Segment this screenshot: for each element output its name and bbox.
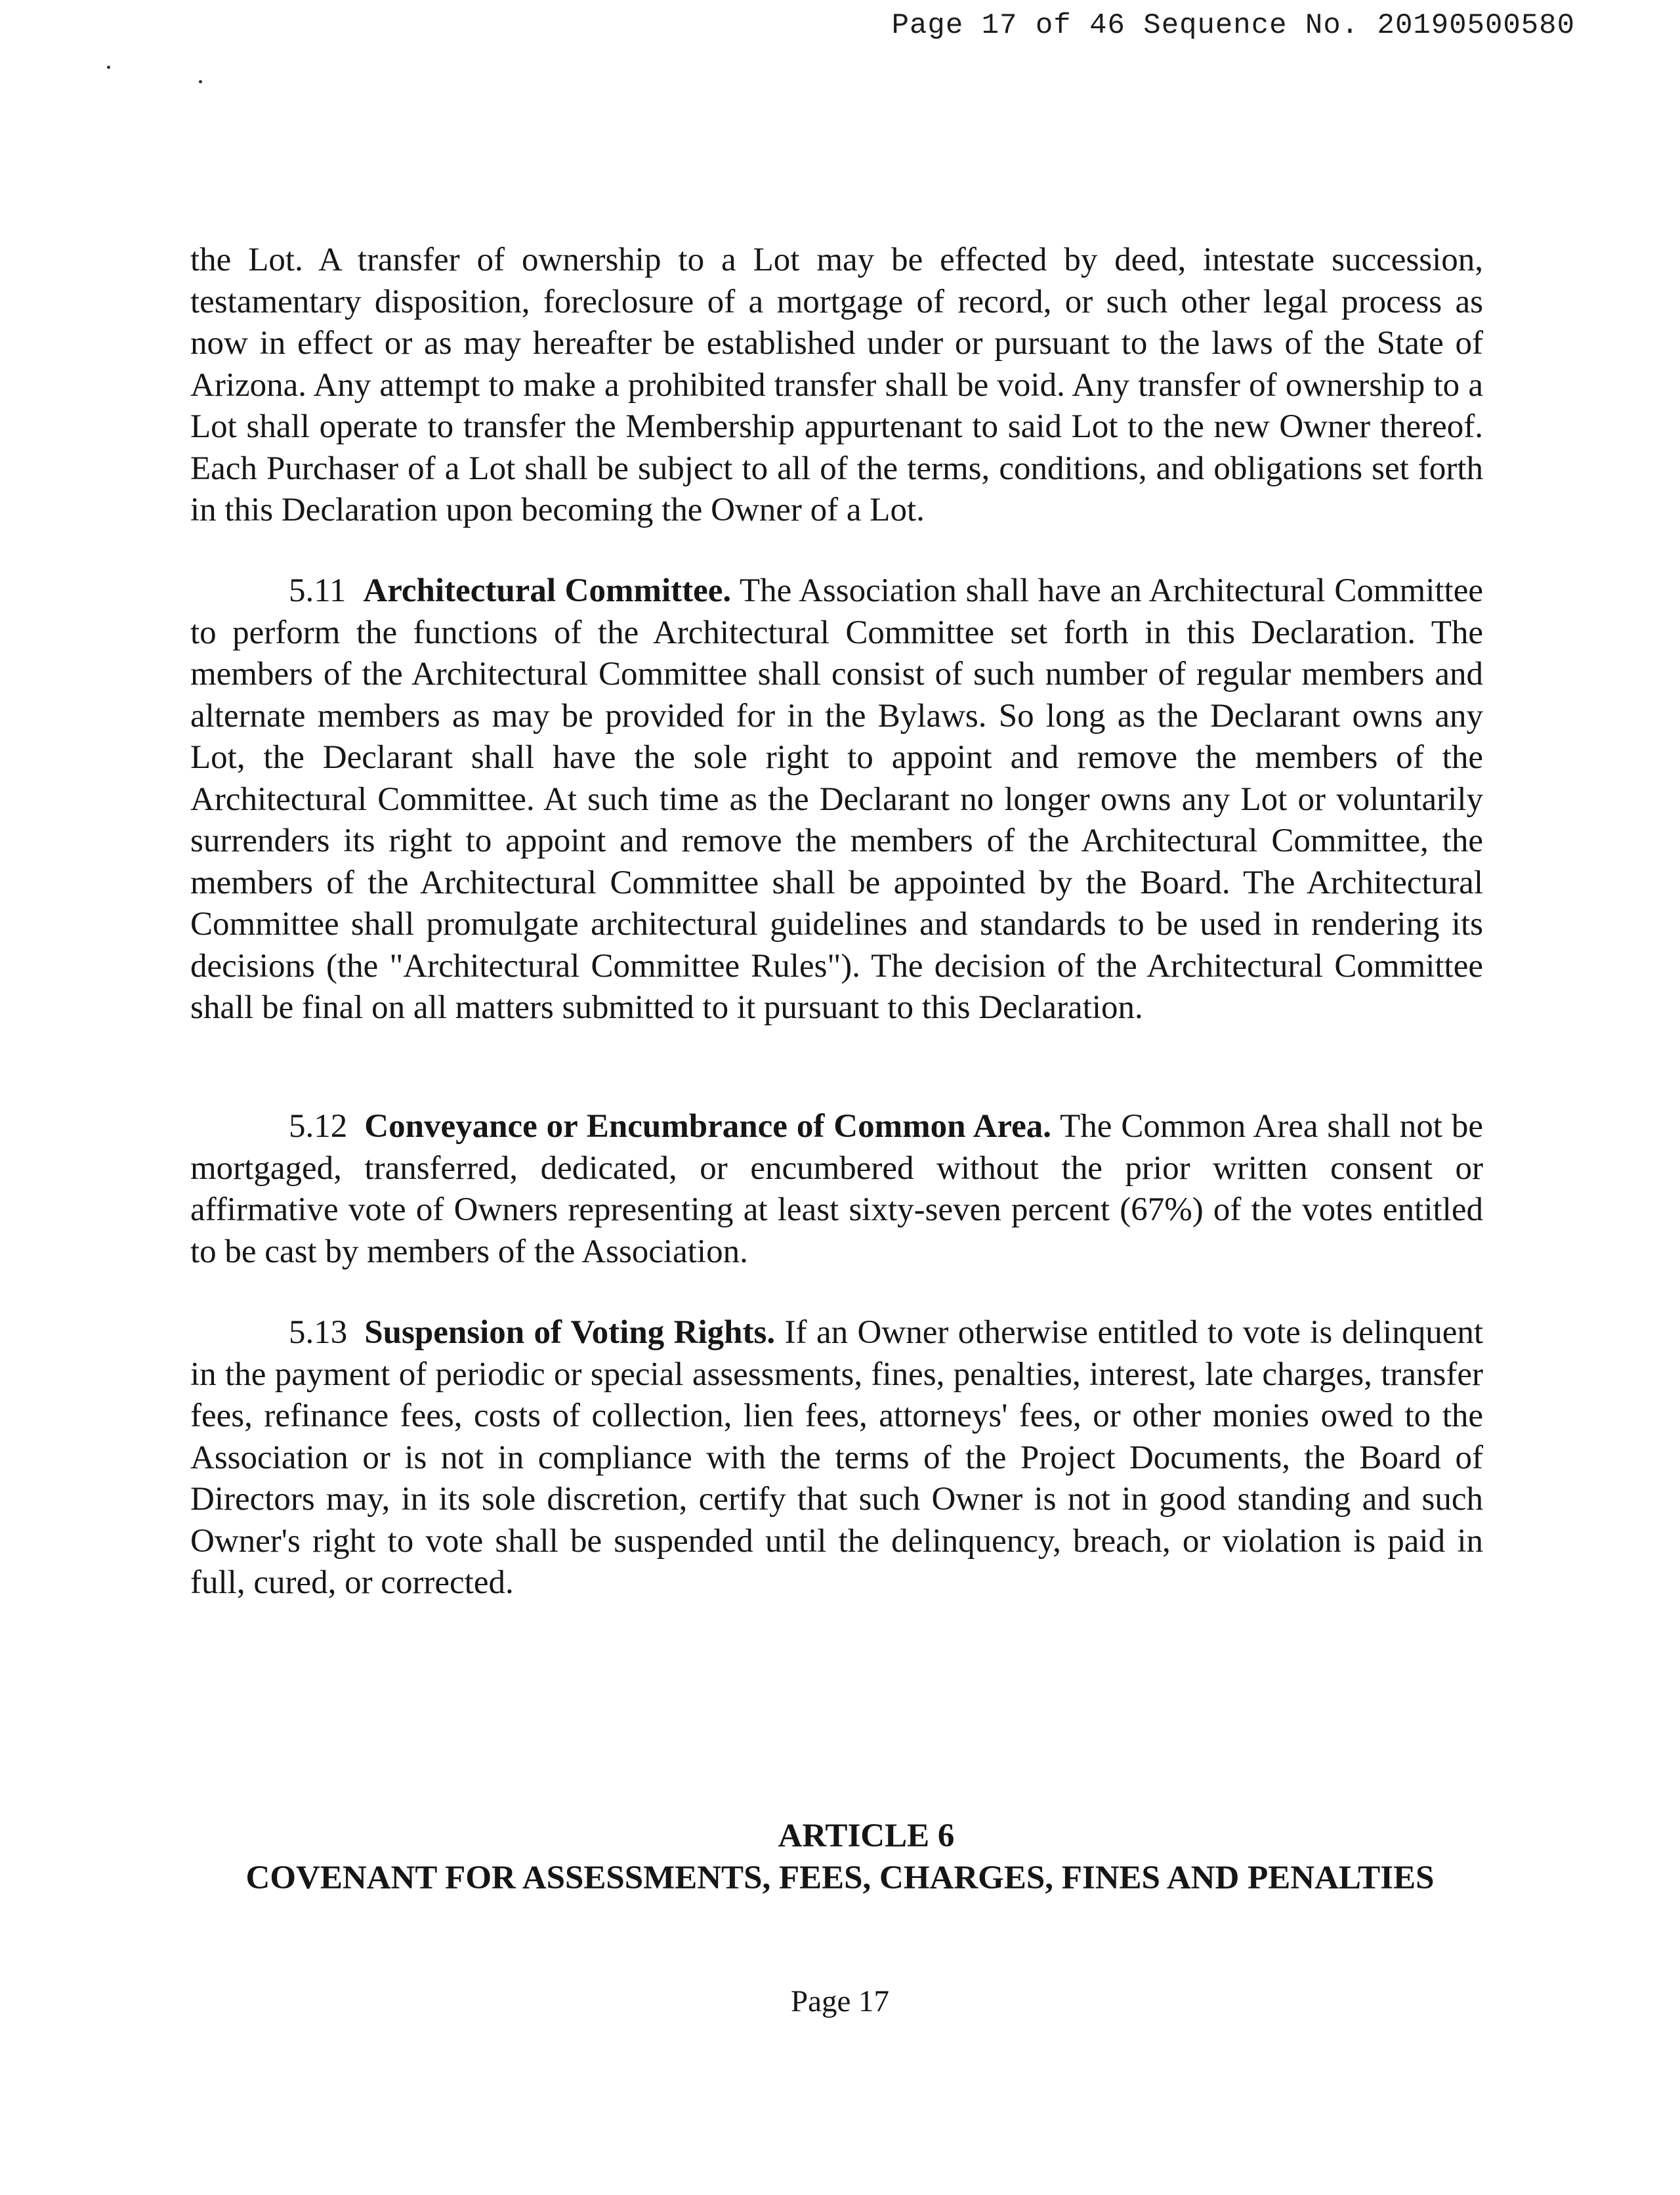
page-number: Page 17 xyxy=(790,1984,890,2018)
article-number: ARTICLE 6 xyxy=(778,1818,955,1854)
article-title: COVENANT FOR ASSESSMENTS, FEES, CHARGES, FINES AND PENALTIES xyxy=(245,1860,1435,1896)
section-text: The Association shall have an Architectural Committee to perform the functions of the Architectural Committee set forth in this Declaration. The members of the Architectural Committee shall consist of such number of regular members and alternate members as may be provided for in the Bylaws. So long as the Declarant owns any Lot, the Declarant shall have the sole right to appoint and remove the members of the Architectural Committee. At such time as the Declarant no longer owns any Lot or voluntarily surrenders its right to appoint and remove the members of the Architectural Committee, the members of the Architectural Committee shall be appointed by the Board. The Architectural Committee shall promulgate architectural guidelines and standards to be used in rendering its decisions (the "Architectural Committee Rules"). The decision of the Architectural Committee shall be final on all matters submitted to it pursuant to this Declaration. xyxy=(190,572,1483,1026)
section-text: The Common Area shall not be mortgaged, transferred, dedicated, or encumbered without the prior written consent or affirmative vote of Owners representing at least sixty-seven percent (67%) of the votes entitled to be cast by members of the Association. xyxy=(190,1108,1483,1270)
section-title: Architectural Committee. xyxy=(363,572,732,609)
recording-stamp: Page 17 of 46 Sequence No. 20190500580 xyxy=(891,9,1575,42)
scan-speck xyxy=(199,80,202,83)
section-5-12 xyxy=(190,1106,1483,1273)
continued-paragraph: the Lot. A transfer of ownership to a Lot may be effected by deed, intestate succession, testamentary disposition, foreclosure of a mortgage of record, or such other legal process as now in effect or as may hereafter be established under or pursuant to the laws of the State of Arizona. Any attempt to make a prohibited transfer shall be void. Any transfer of ownership to a Lot shall operate to transfer the Membership appurtenant to said Lot to the new Owner thereof. Each Purchaser of a Lot shall be subject to all of the terms, conditions, and obligations set forth in this Declaration upon becoming the Owner of a Lot. xyxy=(190,242,1483,528)
section-5-11 xyxy=(190,570,1483,1029)
section-title: Conveyance or Encumbrance of Common Area. xyxy=(364,1108,1052,1145)
section-number: 5.13 xyxy=(289,1314,348,1351)
section-number: 5.11 xyxy=(289,572,346,609)
scan-speck xyxy=(107,66,110,69)
section-number: 5.12 xyxy=(289,1108,348,1145)
section-5-13 xyxy=(190,1312,1483,1604)
section-text: If an Owner otherwise entitled to vote is delinquent in the payment of periodic or special assessments, fines, penalties, interest, late charges, transfer fees, refinance fees, costs of collection, lien fees, attorneys' fees, or other monies owed to the Association or is not in compliance with the terms of the Project Documents, the Board of Directors may, in its sole discretion, certify that such Owner is not in good standing and such Owner's right to vote shall be suspended until the delinquency, breach, or violation is paid in full, cured, or corrected. xyxy=(190,1314,1483,1601)
section-title: Suspension of Voting Rights. xyxy=(364,1314,776,1351)
